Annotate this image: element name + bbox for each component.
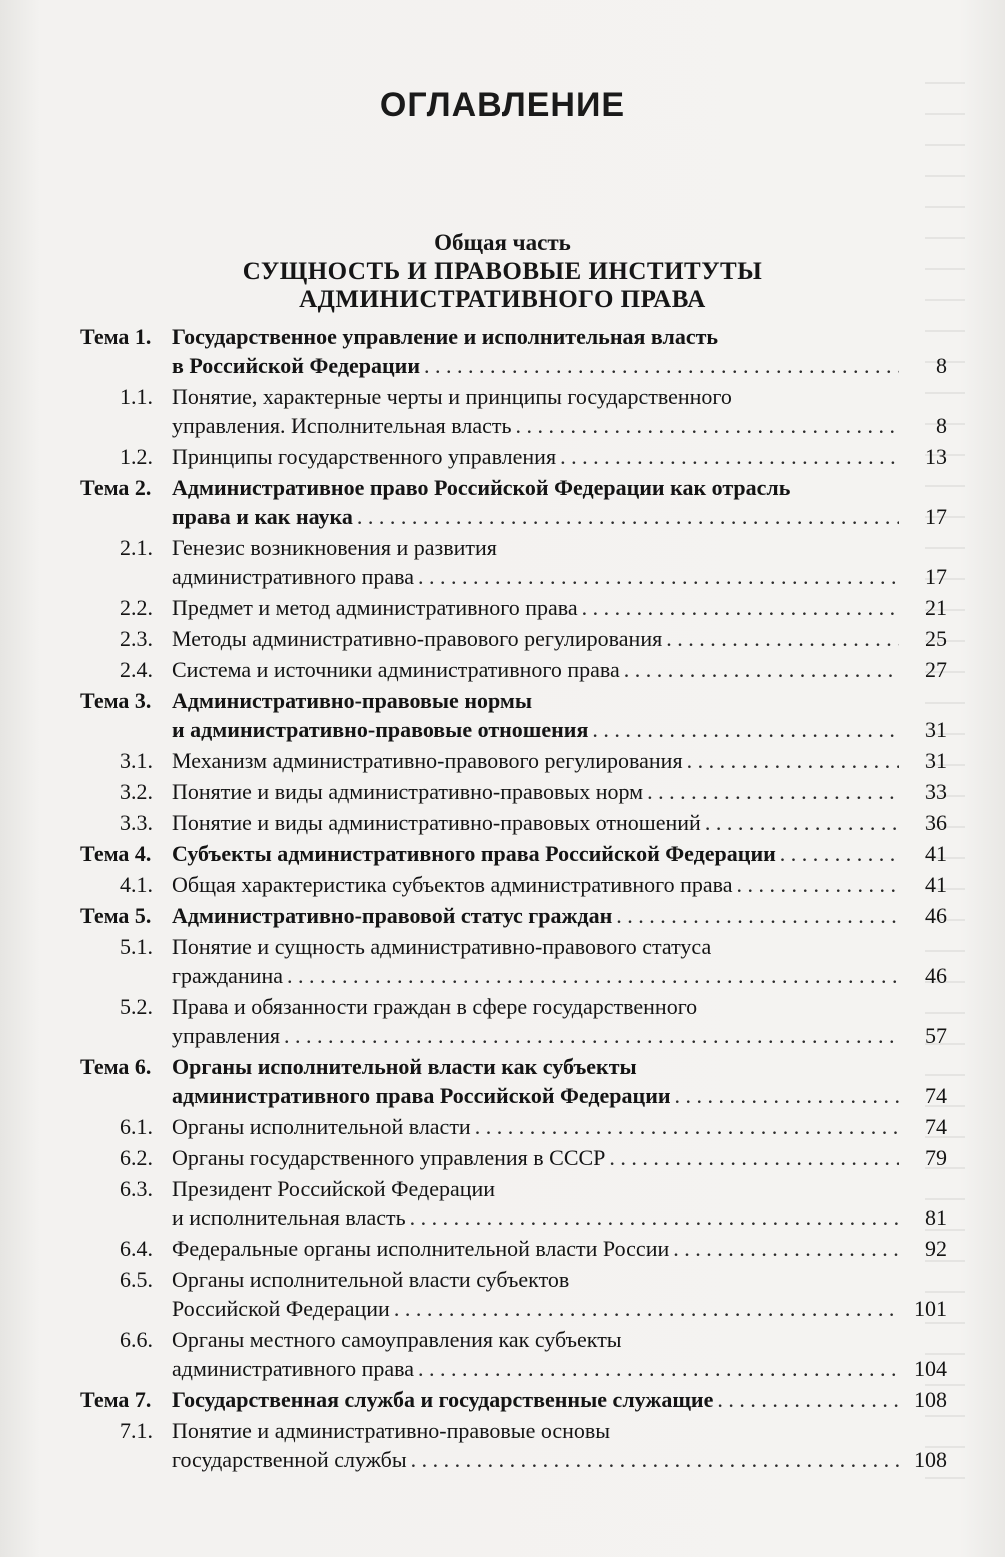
entry-last-line bbox=[172, 839, 947, 868]
entry-title-line: Административно-правовой статус граждан bbox=[172, 903, 613, 928]
entry-title-line: государственной службы bbox=[172, 1447, 407, 1472]
entry-title bbox=[172, 839, 947, 868]
entry-number: Тема 6. bbox=[80, 1054, 152, 1079]
entry-last-line bbox=[172, 715, 947, 744]
dot-leader bbox=[357, 502, 899, 531]
page-number: 17 bbox=[925, 564, 947, 589]
entry-last-line bbox=[172, 901, 947, 930]
page-number: 46 bbox=[925, 963, 947, 988]
page-number: 108 bbox=[914, 1387, 947, 1412]
entry-last-line bbox=[172, 961, 947, 990]
dot-leader bbox=[516, 411, 899, 440]
entry-title-line: административного права bbox=[172, 1356, 414, 1381]
entry-title bbox=[172, 1234, 947, 1263]
part-title-line-1: СУЩНОСТЬ И ПРАВОВЫЕ ИНСТИТУТЫ bbox=[242, 258, 763, 285]
entry-last-line bbox=[172, 1385, 947, 1414]
page-number: 8 bbox=[936, 413, 947, 438]
page-number: 46 bbox=[925, 903, 947, 928]
entry-number: 5.1. bbox=[120, 934, 153, 959]
entry-title bbox=[172, 686, 947, 744]
entry-number: 2.4. bbox=[120, 657, 153, 682]
page-number: 74 bbox=[925, 1083, 947, 1108]
entry-title-line: Федеральные органы исполнительной власти России bbox=[172, 1236, 670, 1261]
entry-title bbox=[172, 870, 947, 899]
entry-number: 4.1. bbox=[120, 872, 153, 897]
entry-title-line: Понятие и виды административно-правовых норм bbox=[172, 779, 644, 804]
entry-number: 6.1. bbox=[120, 1114, 153, 1139]
entry-last-line bbox=[172, 1234, 947, 1263]
entry-title-line: Предмет и метод административного права bbox=[172, 595, 578, 620]
entry-last-line bbox=[172, 746, 947, 775]
dot-leader bbox=[737, 870, 899, 899]
entry-title bbox=[172, 777, 947, 806]
entry-title bbox=[172, 322, 947, 380]
page-number: 36 bbox=[925, 810, 947, 835]
dot-leader bbox=[560, 442, 899, 471]
entry-title bbox=[172, 808, 947, 837]
entry-last-line bbox=[172, 624, 947, 653]
entry-title bbox=[172, 932, 947, 990]
page-number: 8 bbox=[936, 353, 947, 378]
page-number: 104 bbox=[914, 1356, 947, 1381]
page-number: 27 bbox=[925, 657, 947, 682]
entry-title-line: Органы исполнительной власти субъектов bbox=[172, 1267, 570, 1292]
dot-leader bbox=[394, 1294, 899, 1323]
entry-title-line: Административно-правовые нормы bbox=[172, 688, 533, 713]
entry-number: 7.1. bbox=[120, 1418, 153, 1443]
entry-last-line bbox=[172, 1112, 947, 1141]
entry-last-line bbox=[172, 870, 947, 899]
entry-number: 6.5. bbox=[120, 1267, 153, 1292]
dot-leader bbox=[410, 1203, 899, 1232]
entry-title-line: административного права Российской Федерации bbox=[172, 1083, 671, 1108]
entry-number: 6.2. bbox=[120, 1145, 153, 1170]
entry-number: 2.3. bbox=[120, 626, 153, 651]
entry-last-line bbox=[172, 1445, 947, 1474]
entry-title bbox=[172, 1325, 947, 1383]
page-number: 31 bbox=[925, 717, 947, 742]
entry-title-line: Система и источники административного права bbox=[172, 657, 620, 682]
page-number: 21 bbox=[925, 595, 947, 620]
dot-leader bbox=[666, 624, 899, 653]
dot-leader bbox=[673, 1234, 899, 1263]
entry-title bbox=[172, 992, 947, 1050]
entry-title-line: Генезис возникновения и развития bbox=[172, 535, 497, 560]
entry-title-line: Понятие и сущность административно-правового статуса bbox=[172, 934, 712, 959]
entry-title-line: Механизм административно-правового регулирования bbox=[172, 748, 683, 773]
entry-title-line: управления bbox=[172, 1023, 281, 1048]
entry-last-line bbox=[172, 411, 947, 440]
entry-title-line: Понятие и виды административно-правовых отношений bbox=[172, 810, 701, 835]
entry-number: 3.3. bbox=[120, 810, 153, 835]
entry-title bbox=[172, 593, 947, 622]
entry-last-line bbox=[172, 655, 947, 684]
entry-title-line: Административное право Российской Федерации как отрасль bbox=[172, 475, 791, 500]
entry-title-line: Понятие, характерные черты и принципы государственного bbox=[172, 384, 732, 409]
entry-last-line bbox=[172, 808, 947, 837]
entry-title bbox=[172, 1112, 947, 1141]
entry-title-line: гражданина bbox=[172, 963, 284, 988]
entry-title-line: права и как наука bbox=[172, 504, 353, 529]
page-number: 92 bbox=[925, 1236, 947, 1261]
entry-last-line bbox=[172, 502, 947, 531]
dot-leader bbox=[411, 1445, 899, 1474]
dot-leader bbox=[424, 351, 899, 380]
dot-leader bbox=[705, 808, 899, 837]
entry-title-line: Понятие и административно-правовые основы bbox=[172, 1418, 611, 1443]
page-number: 101 bbox=[914, 1296, 947, 1321]
entry-number: 1.1. bbox=[120, 384, 153, 409]
entry-number: Тема 1. bbox=[80, 324, 152, 349]
entry-title bbox=[172, 533, 947, 591]
entry-title-line: управления. Исполнительная власть bbox=[172, 413, 512, 438]
dot-leader bbox=[717, 1385, 899, 1414]
entry-last-line bbox=[172, 777, 947, 806]
page-number: 74 bbox=[925, 1114, 947, 1139]
entry-title bbox=[172, 655, 947, 684]
entry-title-line: Государственная служба и государственные служащие bbox=[172, 1387, 714, 1412]
entry-title bbox=[172, 1416, 947, 1474]
page-number: 41 bbox=[925, 872, 947, 897]
dot-leader bbox=[675, 1081, 899, 1110]
entry-title bbox=[172, 473, 947, 531]
dot-leader bbox=[687, 746, 899, 775]
entry-title bbox=[172, 746, 947, 775]
entry-number: Тема 3. bbox=[80, 688, 152, 713]
page-number: 13 bbox=[925, 444, 947, 469]
entry-last-line bbox=[172, 562, 947, 591]
dot-leader bbox=[284, 1021, 899, 1050]
page-number: 25 bbox=[925, 626, 947, 651]
page-title: ОГЛАВЛЕНИЕ bbox=[379, 86, 626, 124]
entry-title bbox=[172, 1174, 947, 1232]
entry-number: 3.1. bbox=[120, 748, 153, 773]
entry-title-line: Президент Российской Федерации bbox=[172, 1176, 496, 1201]
entry-title bbox=[172, 1143, 947, 1172]
entry-last-line bbox=[172, 1081, 947, 1110]
entry-last-line bbox=[172, 1294, 947, 1323]
entry-last-line bbox=[172, 1143, 947, 1172]
entry-title-line: Российской Федерации bbox=[172, 1296, 390, 1321]
dot-leader bbox=[582, 593, 899, 622]
dot-leader bbox=[475, 1112, 899, 1141]
entry-title-line: Государственное управление и исполнительная власть bbox=[172, 324, 719, 349]
entry-number: 3.2. bbox=[120, 779, 153, 804]
entry-title-line: административного права bbox=[172, 564, 414, 589]
entry-last-line bbox=[172, 593, 947, 622]
entry-title-line: Органы местного самоуправления как субъекты bbox=[172, 1327, 622, 1352]
dot-leader bbox=[592, 715, 899, 744]
entry-last-line bbox=[172, 1354, 947, 1383]
entry-number: Тема 5. bbox=[80, 903, 152, 928]
entry-number: Тема 4. bbox=[80, 841, 152, 866]
entry-title bbox=[172, 382, 947, 440]
dot-leader bbox=[418, 1354, 899, 1383]
entry-number: Тема 2. bbox=[80, 475, 152, 500]
entry-number: 6.3. bbox=[120, 1176, 153, 1201]
dot-leader bbox=[624, 655, 899, 684]
page-number: 108 bbox=[914, 1447, 947, 1472]
entry-number: 1.2. bbox=[120, 444, 153, 469]
dot-leader bbox=[609, 1143, 899, 1172]
entry-title-line: и административно-правовые отношения bbox=[172, 717, 589, 742]
entry-title bbox=[172, 1052, 947, 1110]
part-label: Общая часть bbox=[434, 230, 571, 255]
entry-title-line: Права и обязанности граждан в сфере государственного bbox=[172, 994, 698, 1019]
entry-title-line: Методы административно-правового регулирования bbox=[172, 626, 663, 651]
dot-leader bbox=[287, 961, 899, 990]
page-number: 31 bbox=[925, 748, 947, 773]
entry-last-line bbox=[172, 442, 947, 471]
page-number: 57 bbox=[925, 1023, 947, 1048]
entry-last-line bbox=[172, 1021, 947, 1050]
dot-leader bbox=[418, 562, 899, 591]
entry-title-line: Принципы государственного управления bbox=[172, 444, 557, 469]
entry-title-line: Общая характеристика субъектов административного права bbox=[172, 872, 733, 897]
page-number: 41 bbox=[925, 841, 947, 866]
page-number: 81 bbox=[925, 1205, 947, 1230]
entry-title bbox=[172, 1265, 947, 1323]
entry-title bbox=[172, 1385, 947, 1414]
page-number: 79 bbox=[925, 1145, 947, 1170]
entry-title bbox=[172, 624, 947, 653]
entry-title-line: в Российской Федерации bbox=[172, 353, 421, 378]
entry-title bbox=[172, 901, 947, 930]
dot-leader bbox=[616, 901, 899, 930]
page-number: 17 bbox=[925, 504, 947, 529]
entry-last-line bbox=[172, 1203, 947, 1232]
entry-number: 2.1. bbox=[120, 535, 153, 560]
entry-title-line: Органы государственного управления в СССР bbox=[172, 1145, 606, 1170]
entry-number: 2.2. bbox=[120, 595, 153, 620]
page-number: 33 bbox=[925, 779, 947, 804]
entry-title-line: Органы исполнительной власти как субъекты bbox=[172, 1054, 637, 1079]
entry-number: 6.6. bbox=[120, 1327, 153, 1352]
entry-title-line: Органы исполнительной власти bbox=[172, 1114, 471, 1139]
entry-number: 6.4. bbox=[120, 1236, 153, 1261]
entry-title-line: Субъекты административного права Российской Федерации bbox=[172, 841, 776, 866]
entry-title-line: и исполнительная власть bbox=[172, 1205, 406, 1230]
dot-leader bbox=[647, 777, 899, 806]
dot-leader bbox=[780, 839, 899, 868]
part-title-line-2: АДМИНИСТРАТИВНОГО ПРАВА bbox=[299, 286, 706, 313]
entry-title bbox=[172, 442, 947, 471]
entry-number: Тема 7. bbox=[80, 1387, 152, 1412]
entry-last-line bbox=[172, 351, 947, 380]
entry-number: 5.2. bbox=[120, 994, 153, 1019]
